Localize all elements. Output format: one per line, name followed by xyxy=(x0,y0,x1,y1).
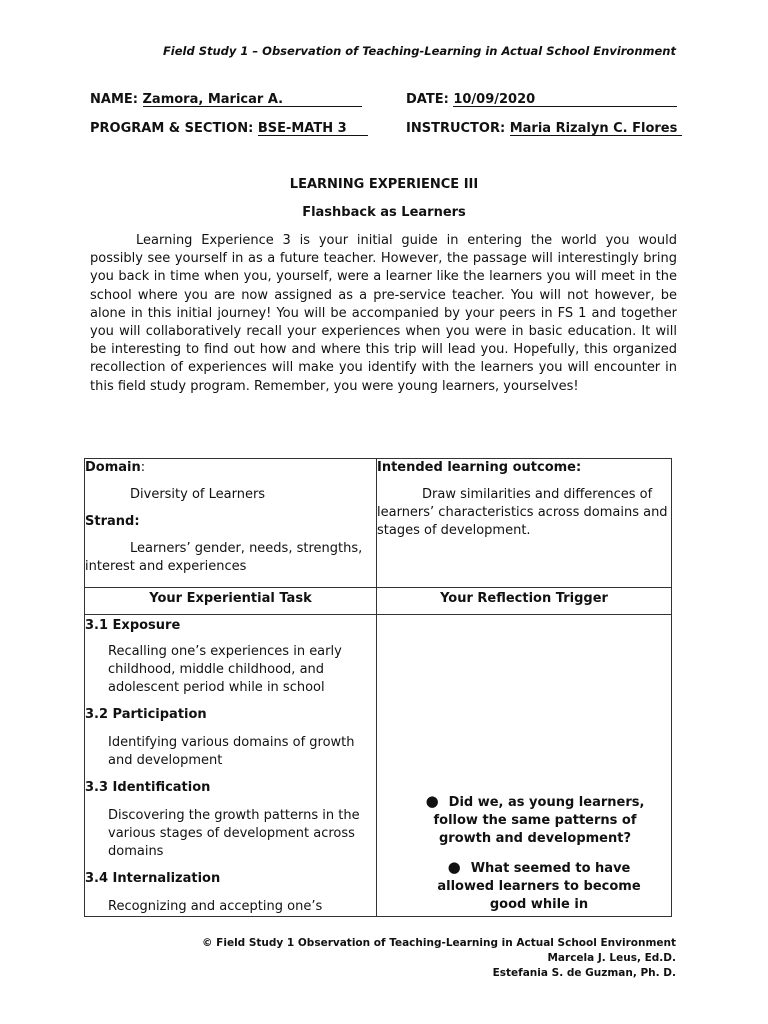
column-header-row xyxy=(85,588,672,615)
trigger-text: ● Did we, as young learners, follow the same patterns of growth and development? xyxy=(425,792,645,846)
task-text: Identifying various domains of growth and development xyxy=(108,735,355,768)
instructor-value: Maria Rizalyn C. Flores xyxy=(509,121,678,136)
domain-label: Domain xyxy=(85,460,141,475)
footer-copyright: © Field Study 1 Observation of Teaching-Learning in Actual School Environment xyxy=(202,937,676,949)
program-field xyxy=(90,121,368,136)
domain-heading xyxy=(85,459,376,477)
task-heading: 3.4 Internalization xyxy=(85,871,221,886)
name-label: NAME: xyxy=(90,92,138,107)
column-header-trigger: Your Reflection Trigger xyxy=(377,588,672,615)
domain-value: Diversity of Learners xyxy=(130,487,266,502)
trigger-item xyxy=(377,792,671,848)
section-title: LEARNING EXPERIENCE III xyxy=(289,177,479,192)
task-heading: 3.1 Exposure xyxy=(85,618,181,633)
date-label: DATE: xyxy=(406,92,449,107)
date-field xyxy=(406,92,677,107)
date-underline xyxy=(453,92,677,107)
name-underline xyxy=(143,92,362,107)
triggers-cell xyxy=(377,615,672,917)
instructor-underline xyxy=(510,121,682,136)
outcome-cell xyxy=(377,459,672,588)
bullet-icon: ● xyxy=(425,792,439,810)
outcome-label: Intended learning outcome: xyxy=(377,460,582,475)
task-text: Recalling one’s experiences in early childhood, middle childhood, and adolescent period while in school xyxy=(108,644,342,695)
running-header: Field Study 1 – Observation of Teaching-Learning in Actual School Environment xyxy=(162,44,676,58)
task-heading: 3.3 Identification xyxy=(85,780,211,795)
outcome-value: Draw similarities and differences of learners’ characteristics across domains and stages of development. xyxy=(377,487,668,538)
tasks-cell xyxy=(85,615,377,917)
name-field xyxy=(90,92,362,107)
program-underline xyxy=(258,121,368,136)
section-subtitle: Flashback as Learners xyxy=(302,205,466,220)
instructor-label: INSTRUCTOR: xyxy=(406,121,506,136)
domain-row xyxy=(85,459,672,588)
strand-label: Strand: xyxy=(85,514,140,529)
domain-colon: : xyxy=(140,460,146,475)
task-row xyxy=(85,615,672,917)
task-text: Recognizing and accepting one’s xyxy=(108,899,323,914)
footer-author-1: Marcela J. Leus, Ed.D. xyxy=(547,952,676,964)
name-value: Zamora, Maricar A. xyxy=(142,92,284,107)
learning-experience-table xyxy=(84,458,672,917)
intro-paragraph: Learning Experience 3 is your initial guide in entering the world you would possibly see yourself in as a future teacher. However, the passage will interestingly bring you back in time when you, yourself, were a learner like the learners you will meet in the school where you are now assigned as a pre-service teacher. You will not however, be alone in this initial journey! You will be accompanied by your peers in FS 1 and together you will collaboratively recall your experiences when you were in basic education. It will be interesting to find out how and where this trip will lead you. Hopefully, this organized recollection of experiences will make you identify with the learners you will encounter in this field study program. Remember, you were young learners, yourselves! xyxy=(90,233,677,394)
task-heading: 3.2 Participation xyxy=(85,707,207,722)
column-header-task: Your Experiential Task xyxy=(85,588,377,615)
footer xyxy=(202,936,676,981)
program-label: PROGRAM & SECTION: xyxy=(90,121,254,136)
bullet-icon: ● xyxy=(447,858,461,876)
trigger-text: ● What seemed to have allowed learners to become good while in xyxy=(437,858,641,912)
task-text: Discovering the growth patterns in the various stages of development across domains xyxy=(108,808,360,859)
domain-cell xyxy=(85,459,377,588)
strand-value: Learners’ gender, needs, strengths, interest and experiences xyxy=(85,541,363,574)
trigger-item xyxy=(377,858,671,914)
date-value: 10/09/2020 xyxy=(453,92,536,107)
instructor-field xyxy=(406,121,682,136)
program-value: BSE-MATH 3 xyxy=(257,121,347,136)
footer-author-2: Estefania S. de Guzman, Ph. D. xyxy=(492,967,676,979)
